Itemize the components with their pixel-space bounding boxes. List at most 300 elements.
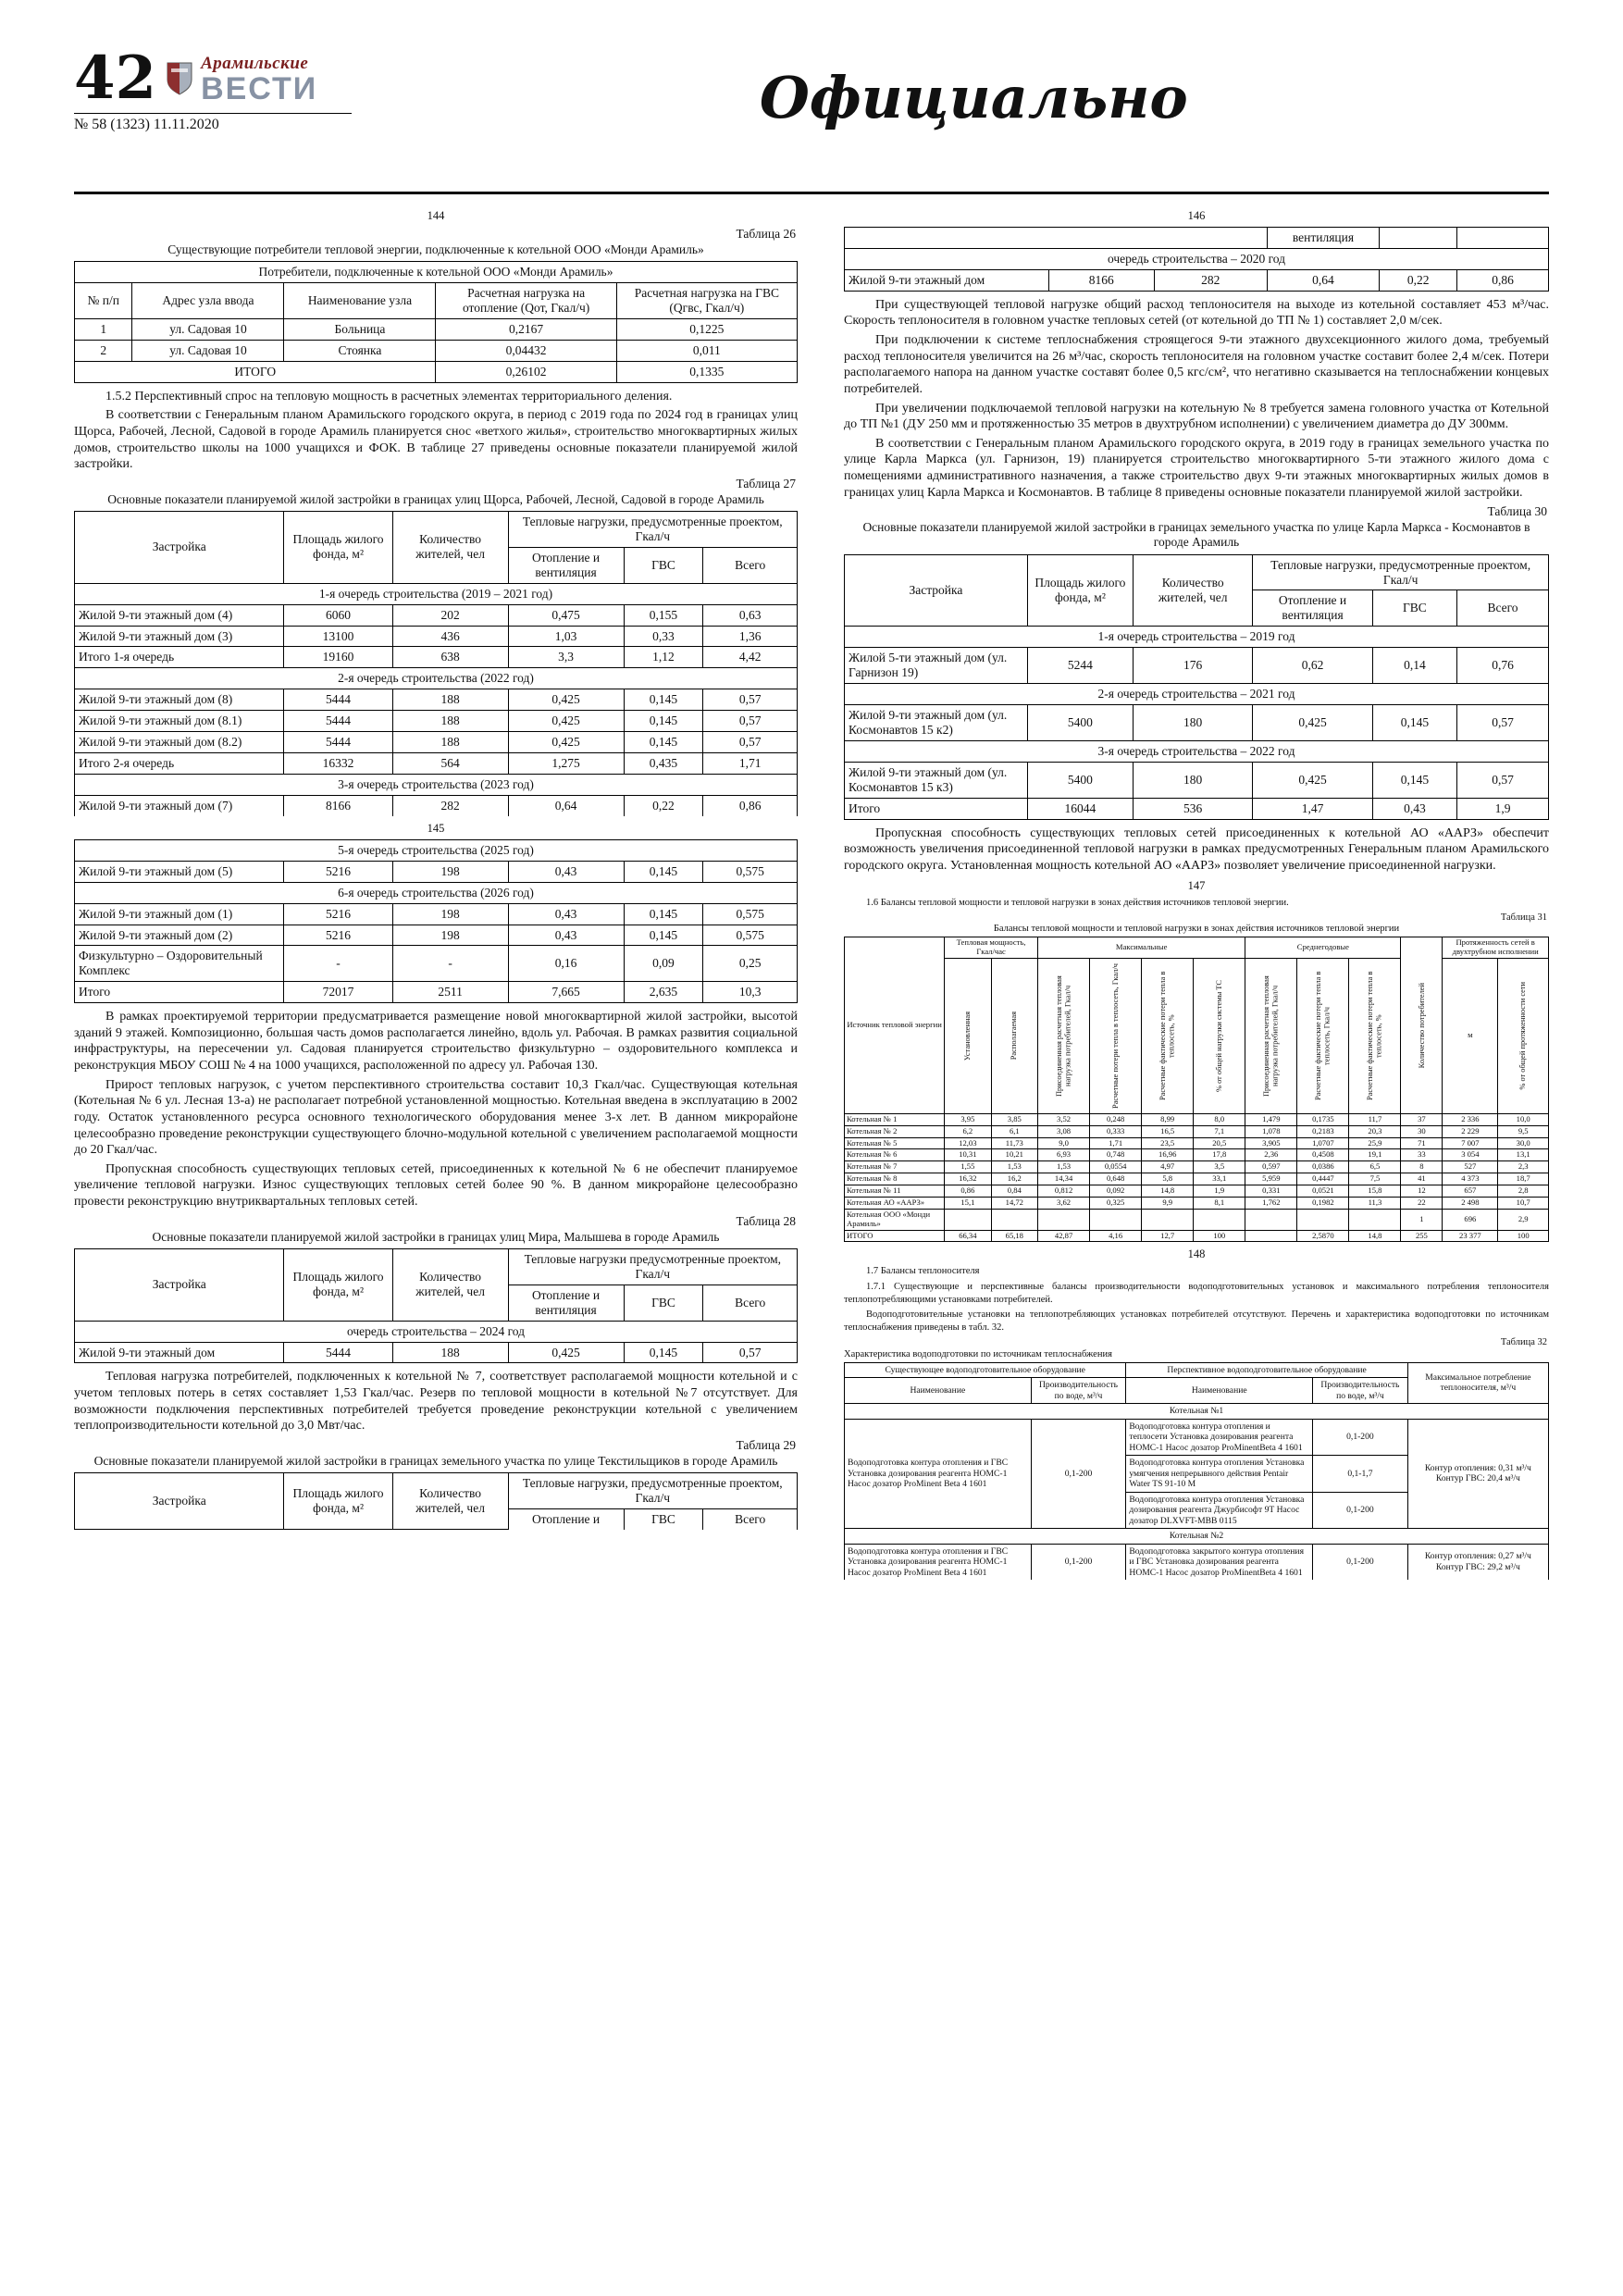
table-cell: 1-я очередь строительства (2019 – 2021 год) xyxy=(75,583,798,604)
table-row xyxy=(75,861,798,882)
table-cell: 1,9 xyxy=(1457,798,1549,819)
page-number-144: 144 xyxy=(427,209,445,222)
table-cell: 0,575 xyxy=(703,861,798,882)
table-cell: 180 xyxy=(1134,762,1253,798)
table-cell: 33 xyxy=(1401,1149,1443,1161)
table-cell xyxy=(945,1209,991,1230)
table-cell: 0,145 xyxy=(624,903,703,925)
vertical-header-text: Расчетные фактические потери тепла в теплосеть, % xyxy=(1158,971,1176,1101)
table-row xyxy=(845,627,1549,648)
crest-icon xyxy=(166,61,193,96)
table-cell: 8,0 xyxy=(1194,1113,1245,1125)
table-cell: 564 xyxy=(392,753,508,775)
table-cell: Протяженность сетей в двухтрубном исполнении xyxy=(1443,937,1549,959)
table-row xyxy=(75,1342,798,1363)
table-cell: 2,9 xyxy=(1498,1209,1549,1230)
table-cell: 12 xyxy=(1401,1185,1443,1198)
table-cell xyxy=(1245,1230,1297,1242)
table-cell: 0,57 xyxy=(1457,705,1549,741)
table-cell: 0,597 xyxy=(1245,1161,1297,1173)
table-28-caption: Основные показатели планируемой жилой застройки в границах улиц Мира, Малышева в городе Арамиль xyxy=(152,1229,720,1244)
table-cell: - xyxy=(392,946,508,982)
table-cell: Отопление и вентиляция xyxy=(508,547,624,583)
table-cell: 0,145 xyxy=(624,689,703,711)
table-cell: 0,425 xyxy=(1253,762,1372,798)
paragraph-ramkah: В рамках проектируемой территории предусматривается размещение новой многоквартирной жилой застройки, высотой зданий 9 этажей. Композиционно, большая часть домов располагается линейно, вдоль ул. Рабочая. В рамках развития социальной инфраструктуры, на пересечении ул. Садовая планируется строительство физкультурно – оздоровительного комплекса и реконструкция МБОУ СОШ № 4 на 1000 учащихся, расположенной по адресу ул. Рабочая 130. xyxy=(74,1010,798,1074)
vertical-header-text: Количество потребителей xyxy=(1417,982,1426,1069)
table-cell: Перспективное водоподготовительное оборудование xyxy=(1126,1362,1407,1378)
table-cell: 0,1735 xyxy=(1297,1113,1349,1125)
table-row xyxy=(75,903,798,925)
table-cell: Жилой 9-ти этажный дом (3) xyxy=(75,626,284,647)
table-cell: 10,21 xyxy=(991,1149,1037,1161)
table-26-caption: Существующие потребители тепловой энергии, подключенные к котельной ООО «Монди Арамиль» xyxy=(167,242,704,256)
table-cell: 6,93 xyxy=(1038,1149,1090,1161)
table-cell: 22 xyxy=(1401,1197,1443,1209)
table-cell: 1,12 xyxy=(624,647,703,668)
table-cell: 0,33 xyxy=(624,626,703,647)
table-cell: 1,47 xyxy=(1253,798,1372,819)
table-cell: 0,64 xyxy=(1267,269,1380,291)
table-cell: 202 xyxy=(392,604,508,626)
table-cell xyxy=(1401,937,1443,1114)
table-cell: 3-я очередь строительства – 2022 год xyxy=(845,740,1549,762)
table-row xyxy=(845,248,1549,269)
table-cell: 12,7 xyxy=(1142,1230,1194,1242)
table-cell: 8,1 xyxy=(1194,1197,1245,1209)
table-cell: Наименование xyxy=(1126,1378,1313,1404)
table-cell: ИТОГО xyxy=(75,361,436,382)
table-cell: 0,092 xyxy=(1090,1185,1142,1198)
table-cell: Больница xyxy=(284,318,436,340)
table-31-label: Таблица 31 xyxy=(1500,912,1547,924)
heading-1-7: 1.7 Балансы теплоносителя xyxy=(866,1266,980,1277)
table-30-label: Таблица 30 xyxy=(1487,504,1547,519)
table-cell: 25,9 xyxy=(1349,1137,1401,1149)
table-cell: 0,1-200 xyxy=(1031,1419,1126,1529)
brand-name-top: Арамильские xyxy=(201,53,309,73)
table-row xyxy=(75,1473,798,1509)
table-cell: Жилой 9-ти этажный дом (1) xyxy=(75,903,284,925)
table-cell: Застройка xyxy=(75,512,284,584)
table-cell: 7,1 xyxy=(1194,1125,1245,1137)
table-cell: 1,36 xyxy=(703,626,798,647)
newspaper-logo xyxy=(166,54,317,107)
table-cell: Жилой 9-ти этажный дом (ул. Космонавтов 15 к3) xyxy=(845,762,1028,798)
table-cell: 0,1-1,7 xyxy=(1313,1456,1408,1493)
table-cell: очередь строительства – 2020 год xyxy=(845,248,1549,269)
table-row xyxy=(845,269,1549,291)
table-cell: Количество жителей, чел xyxy=(1134,554,1253,627)
table-29-label: Таблица 29 xyxy=(736,1437,796,1452)
table-row xyxy=(75,262,798,283)
table-cell: Всего xyxy=(1457,590,1549,627)
table-row xyxy=(845,1529,1549,1545)
table-cell: Источник тепловой энергии xyxy=(845,937,945,1114)
table-cell: Отопление и вентиляция xyxy=(1253,590,1372,627)
table-cell: 3,62 xyxy=(1038,1197,1090,1209)
table-cell: 1 xyxy=(75,318,132,340)
paragraph-podkluchenie: При подключении к системе теплоснабжения строящегося 9-ти этажного двухсекционного жилого дома, требуемый расход теплоносителя увеличится на 26 м³/час, скорость теплоносителя на головном участке составит более 2,4 м/сек. Потери располагаемого напора на данном участке составят более 0,5 кгс/см², что негативно сказывается на теплоснабжении концевых потребителей. xyxy=(844,333,1549,396)
table-cell: Контур отопления: 0,31 м³/ч Контур ГВС: 20,4 м³/ч xyxy=(1407,1419,1548,1529)
table-cell: Площадь жилого фонда, м² xyxy=(284,512,392,584)
table-cell: 100 xyxy=(1498,1230,1549,1242)
table-cell: вентиляция xyxy=(1267,228,1380,249)
table-cell: 41 xyxy=(1401,1173,1443,1185)
table-cell: 14,8 xyxy=(1349,1230,1401,1242)
table-cell: Застройка xyxy=(845,554,1028,627)
table-cell: 0,331 xyxy=(1245,1185,1297,1198)
table-cell: 0,57 xyxy=(703,732,798,753)
table-cell: Котельная №1 xyxy=(845,1404,1549,1420)
table-cell: 14,72 xyxy=(991,1197,1037,1209)
table-cell: 0,812 xyxy=(1038,1185,1090,1198)
table-cell: 0,57 xyxy=(703,689,798,711)
table-cell: Отопление и xyxy=(508,1508,624,1529)
table-cell: 9,5 xyxy=(1498,1125,1549,1137)
table-cell: 0,1-200 xyxy=(1313,1544,1408,1580)
table-cell: 2 xyxy=(75,340,132,361)
vertical-header-text: % от общей протяженности сети xyxy=(1518,982,1528,1090)
table-cell: 9,9 xyxy=(1142,1197,1194,1209)
table-cell xyxy=(1349,958,1401,1113)
table-cell: 66,34 xyxy=(945,1230,991,1242)
table-cell: 1,71 xyxy=(1090,1137,1142,1149)
paragraph-teplovaya: Тепловая нагрузка потребителей, подключенных к котельной № 7, соответствует располагаемой мощности котельной и с учетом тепловых потерь в сетях составляет 1,53 Гкал/час. Резерв по тепловой мощности в котельной №7 отсутствует. Для возможности подключения перспективных потребителей требуется проведение реконструкции котельной с увеличением теплопроизводительности котельной до 3,0 Мвт/час. xyxy=(74,1370,798,1433)
table-cell: Жилой 9-ти этажный дом (7) xyxy=(75,795,284,815)
table-cell: 0,1-200 xyxy=(1031,1544,1126,1580)
table-cell: 188 xyxy=(392,711,508,732)
table-cell: 0,145 xyxy=(1372,762,1456,798)
table-row xyxy=(845,1404,1549,1420)
table-cell: 16044 xyxy=(1027,798,1133,819)
table-cell: Итого 2-я очередь xyxy=(75,753,284,775)
table-cell: 3,95 xyxy=(945,1113,991,1125)
table-cell: 0,0521 xyxy=(1297,1185,1349,1198)
table-row xyxy=(75,925,798,946)
table-cell: Итого xyxy=(845,798,1028,819)
table-cell: 14,34 xyxy=(1038,1173,1090,1185)
table-cell: Тепловые нагрузки, предусмотренные проектом, Гкал/ч xyxy=(508,1473,797,1509)
table-26-label: Таблица 26 xyxy=(736,227,796,241)
table-cell: 0,09 xyxy=(624,946,703,982)
table-cell: 0,86 xyxy=(1457,269,1549,291)
table-cell: 1,71 xyxy=(703,753,798,775)
table-cell: Водоподготовка контура отопления Установка дозирования реагента Джурбисофт 9Т Насос дозатор DLXVFT-MBB 0115 xyxy=(1126,1492,1313,1529)
table-cell: 20,5 xyxy=(1194,1137,1245,1149)
table-26 xyxy=(74,261,798,383)
table-cell: 5400 xyxy=(1027,705,1133,741)
table-cell: Жилой 9-ти этажный дом (5) xyxy=(75,861,284,882)
table-cell: 0,1982 xyxy=(1297,1197,1349,1209)
table-cell: 15,1 xyxy=(945,1197,991,1209)
paragraph-genplan-2019: В соответствии с Генеральным планом Арамильского городского округа, в 2019 году в границах земельного участка по улице Карла Маркса (ул. Гарнизон, 19) планируется строительство многоквартирного 5-ти этажного жилого дома с помещениями административного назначения, а также строительство двух 9-ти этажных многоквартирных жилых домов в границах улиц Карла Маркса и Космонавтов. В таблице 8 приведены основные показатели планируемой жилой застройки. xyxy=(844,436,1549,500)
table-cell: 0,333 xyxy=(1090,1125,1142,1137)
table-row xyxy=(845,228,1549,249)
table-cell: 0,0386 xyxy=(1297,1161,1349,1173)
table-row xyxy=(75,1321,798,1342)
table-cell: Жилой 9-ти этажный дом xyxy=(845,269,1049,291)
table-row xyxy=(75,283,798,319)
section-title: Официально xyxy=(759,64,1188,131)
table-row xyxy=(75,647,798,668)
table-row xyxy=(845,1149,1549,1161)
table-cell: 5,8 xyxy=(1142,1173,1194,1185)
table-cell: 657 xyxy=(1443,1185,1498,1198)
table-cell: 8,99 xyxy=(1142,1113,1194,1125)
table-row xyxy=(75,689,798,711)
table-cell: 5444 xyxy=(284,732,392,753)
table-cell: Итого xyxy=(75,982,284,1003)
table-cell: 0,435 xyxy=(624,753,703,775)
table-cell: 0,1-200 xyxy=(1313,1492,1408,1529)
table-cell: 7,665 xyxy=(508,982,624,1003)
table-cell: ГВС xyxy=(624,1508,703,1529)
table-cell: 0,57 xyxy=(703,711,798,732)
vertical-header-text: Расчетные потери тепла в теплосеть, Гкал/ч xyxy=(1110,962,1120,1109)
table-cell: Тепловая мощность, Гкал/час xyxy=(945,937,1038,959)
table-cell: 5216 xyxy=(284,861,392,882)
table-cell: 72017 xyxy=(284,982,392,1003)
table-cell xyxy=(945,958,991,1113)
table-cell: Застройка xyxy=(75,1473,284,1530)
table-cell xyxy=(1142,1209,1194,1230)
table-cell: 11,73 xyxy=(991,1137,1037,1149)
table-cell: Жилой 5-ти этажный дом (ул. Гарнизон 19) xyxy=(845,648,1028,684)
table-cell: 17,8 xyxy=(1194,1149,1245,1161)
table-cell: 0,4508 xyxy=(1297,1149,1349,1161)
table-cell: Котельная № 11 xyxy=(845,1185,945,1198)
table-row xyxy=(75,1248,798,1285)
table-cell xyxy=(991,958,1037,1113)
table-cell: 282 xyxy=(1154,269,1267,291)
table-cell xyxy=(845,228,1268,249)
table-cell: 2 229 xyxy=(1443,1125,1498,1137)
table-cell: Наименование узла xyxy=(284,283,436,319)
table-cell xyxy=(1194,1209,1245,1230)
table-cell: 1,0707 xyxy=(1297,1137,1349,1149)
table-cell: 180 xyxy=(1134,705,1253,741)
table-cell: 6,1 xyxy=(991,1125,1037,1137)
table-cell xyxy=(1380,228,1457,249)
table-row xyxy=(75,340,798,361)
table-cell: 198 xyxy=(392,861,508,882)
vertical-header-text: Расчетные фактические потери тепла в теплосеть, Гкал/ч xyxy=(1314,971,1332,1101)
table-cell: 3,5 xyxy=(1194,1161,1245,1173)
table-cell: - xyxy=(284,946,392,982)
table-cell: 0,248 xyxy=(1090,1113,1142,1125)
table-cell: 1-я очередь строительства – 2019 год xyxy=(845,627,1549,648)
masthead-left xyxy=(74,43,379,133)
table-cell: Всего xyxy=(703,547,798,583)
table-cell: 0,748 xyxy=(1090,1149,1142,1161)
table-cell: 11,3 xyxy=(1349,1197,1401,1209)
table-cell: ул. Садовая 10 xyxy=(132,340,284,361)
table-cell: 8 xyxy=(1401,1161,1443,1173)
table-cell xyxy=(1245,1209,1297,1230)
table-cell: 2-я очередь строительства (2022 год) xyxy=(75,668,798,689)
table-cell: 0,145 xyxy=(624,1342,703,1363)
table-cell xyxy=(991,1209,1037,1230)
paragraph-prirost: Прирост тепловых нагрузок, с учетом перспективного строительства составит 10,3 Гкал/час. Существующая котельная (Котельная № 6 ул. Лесная 13-а) не располагает потребной установленной мощностью. Котельная введена в эксплуатацию в 2002 году. Остаток установленного ресурса основного технологического оборудования менее 3-х лет. В данном микрорайоне целесообразно проведение реконструкции существующего блочно-модульной котельной с увеличением располагаемой мощности до 20 Гкал/час. xyxy=(74,1077,798,1158)
paragraph-1-5-2: 1.5.2 Перспективный спрос на тепловую мощность в расчетных элементах территориального деления. xyxy=(105,389,673,403)
table-cell: 638 xyxy=(392,647,508,668)
table-cell: 1,762 xyxy=(1245,1197,1297,1209)
page-number-148: 148 xyxy=(1187,1247,1206,1261)
vertical-header-text: Присоединенная расчетная тепловая нагрузка потребителей, Гкал/ч xyxy=(1054,974,1072,1097)
table-cell: 0,145 xyxy=(624,732,703,753)
table-cell: 16,96 xyxy=(1142,1149,1194,1161)
table-cell: 3-я очередь строительства (2023 год) xyxy=(75,775,798,796)
table-row xyxy=(75,839,798,861)
table-row xyxy=(75,732,798,753)
table-cell: 0,425 xyxy=(1253,705,1372,741)
table-cell: Итого 1-я очередь xyxy=(75,647,284,668)
table-cell: Жилой 9-ти этажный дом (ул. Космонавтов 15 к2) xyxy=(845,705,1028,741)
table-32 xyxy=(844,1362,1549,1581)
table-cell xyxy=(1245,958,1297,1113)
table-cell: 7 007 xyxy=(1443,1137,1498,1149)
table-cell: Адрес узла ввода xyxy=(132,283,284,319)
table-cell: 436 xyxy=(392,626,508,647)
table-cell: ГВС xyxy=(624,1285,703,1321)
table-cell: Водоподготовка контура отопления и ГВС Установка дозирования реагента НОМС-1 Насос дозатор ProMinent Beta 4 1601 xyxy=(845,1544,1032,1580)
table-cell: 2 336 xyxy=(1443,1113,1498,1125)
table-cell: 8166 xyxy=(1048,269,1154,291)
table-cell: Котельная № 6 xyxy=(845,1149,945,1161)
table-31-caption: Балансы тепловой мощности и тепловой нагрузки в зонах действия источников тепловой энергии xyxy=(993,924,1400,935)
table-cell: 0,62 xyxy=(1253,648,1372,684)
table-28-label: Таблица 28 xyxy=(736,1213,796,1228)
table-27-part1 xyxy=(74,511,798,816)
table-cell: 0,16 xyxy=(508,946,624,982)
table-cell: Водоподготовка контура отопления и теплосети Установка дозирования реагента НОМС-1 Насос дозатор ProMinentBeta 4 1601 xyxy=(1126,1419,1313,1456)
table-cell: 5-я очередь строительства (2025 год) xyxy=(75,839,798,861)
table-row xyxy=(845,554,1549,590)
table-cell: Производительность по воде, м³/ч xyxy=(1031,1378,1126,1404)
table-cell: 7,5 xyxy=(1349,1173,1401,1185)
paragraph-aarz: Пропускная способность существующих тепловых сетей присоединенных к котельной АО «ААРЗ» обеспечит возможность увеличения присоединенной тепловой нагрузки в рамках предусмотренных Генеральным планом Арамильского городского округа. Установленная мощность котельной АО «ААРЗ» позволяет увеличение присоединенной нагрузки. xyxy=(844,825,1549,873)
table-cell: 14,8 xyxy=(1142,1185,1194,1198)
table-cell: ГВС xyxy=(1372,590,1456,627)
table-cell: 0,145 xyxy=(624,925,703,946)
table-cell: м xyxy=(1443,958,1498,1113)
table-cell: 1,53 xyxy=(1038,1161,1090,1173)
table-cell: Всего xyxy=(703,1508,798,1529)
table-cell: 1,078 xyxy=(1245,1125,1297,1137)
table-cell: ул. Садовая 10 xyxy=(132,318,284,340)
table-row xyxy=(845,1137,1549,1149)
table-row xyxy=(75,361,798,382)
table-cell: Тепловые нагрузки предусмотренные проектом, Гкал/ч xyxy=(508,1248,797,1285)
table-cell: 1,479 xyxy=(1245,1113,1297,1125)
table-cell: 5216 xyxy=(284,903,392,925)
table-cell: 0,84 xyxy=(991,1185,1037,1198)
table-cell: 0,155 xyxy=(624,604,703,626)
table-row xyxy=(75,946,798,982)
table-cell: Котельная №2 xyxy=(845,1529,1549,1545)
table-cell: 3 054 xyxy=(1443,1149,1498,1161)
table-29 xyxy=(74,1472,798,1530)
table-row xyxy=(845,762,1549,798)
table-row xyxy=(845,1419,1549,1456)
table-cell: 0,011 xyxy=(616,340,797,361)
table-29-caption: Основные показатели планируемой жилой застройки в границах земельного участка по улице Текстильщиков в городе Арамиль xyxy=(93,1453,778,1468)
table-cell: 5444 xyxy=(284,689,392,711)
table-27-label: Таблица 27 xyxy=(736,476,796,490)
table-row xyxy=(75,626,798,647)
table-cell xyxy=(1297,958,1349,1113)
table-cell: Котельная № 8 xyxy=(845,1173,945,1185)
table-cell: 6-я очередь строительства (2026 год) xyxy=(75,882,798,903)
table-cell: Котельная № 1 xyxy=(845,1113,945,1125)
table-cell: 20,3 xyxy=(1349,1125,1401,1137)
table-cell: 10,0 xyxy=(1498,1113,1549,1125)
table-cell xyxy=(1090,1209,1142,1230)
table-row xyxy=(75,668,798,689)
table-cell: 6,2 xyxy=(945,1125,991,1137)
table-row xyxy=(845,1544,1549,1580)
table-cell: 1,9 xyxy=(1194,1185,1245,1198)
table-cell: 0,43 xyxy=(508,903,624,925)
table-row xyxy=(845,1125,1549,1137)
table-cell: 0,575 xyxy=(703,925,798,946)
table-cell: 0,425 xyxy=(508,711,624,732)
table-cell: 19160 xyxy=(284,647,392,668)
table-cell: Максимальные xyxy=(1038,937,1245,959)
table-cell: Наименование xyxy=(845,1378,1032,1404)
table-cell: Количество жителей, чел xyxy=(392,1473,508,1530)
table-row xyxy=(75,795,798,815)
table-cell: 9,0 xyxy=(1038,1137,1090,1149)
table-cell: 0,43 xyxy=(508,861,624,882)
table-cell: 176 xyxy=(1134,648,1253,684)
table-cell: 198 xyxy=(392,903,508,925)
table-cell: Существующее водоподготовительное оборудование xyxy=(845,1362,1126,1378)
heading-1-6: 1.6 Балансы тепловой мощности и тепловой нагрузки в зонах действия источников тепловой энергии. xyxy=(866,898,1289,909)
table-cell: 1,53 xyxy=(991,1161,1037,1173)
table-cell: 0,425 xyxy=(508,732,624,753)
left-column xyxy=(74,204,798,1585)
table-cell: 0,64 xyxy=(508,795,624,815)
table-32-label: Таблица 32 xyxy=(1500,1336,1547,1347)
table-cell: 0,22 xyxy=(1380,269,1457,291)
table-cell: 3,3 xyxy=(508,647,624,668)
table-cell: 0,86 xyxy=(945,1185,991,1198)
table-row xyxy=(75,882,798,903)
vertical-header-text: Установленная xyxy=(963,1011,973,1061)
table-cell: 2,5870 xyxy=(1297,1230,1349,1242)
table-cell: 0,425 xyxy=(508,689,624,711)
table-cell xyxy=(1038,958,1090,1113)
table-cell: 696 xyxy=(1443,1209,1498,1230)
table-cell: 3,85 xyxy=(991,1113,1037,1125)
table-cell: 0,1225 xyxy=(616,318,797,340)
table-31 xyxy=(844,937,1549,1242)
issue-page-number: 42 xyxy=(74,43,157,113)
table-cell: 188 xyxy=(392,732,508,753)
table-row xyxy=(845,798,1549,819)
table-cell: 8166 xyxy=(284,795,392,815)
heading-1-7-1: 1.7.1 Существующие и перспективные балансы производительности водоподготовительных установок и максимального потребления теплоносителя теплопотребляющими установками потребителей. xyxy=(844,1282,1549,1305)
table-cell: 1,03 xyxy=(508,626,624,647)
paragraph-rashod: При существующей тепловой нагрузке общий расход теплоносителя на выходе из котельной составляет 453 м³/час. Скорость теплоносителя в головном участке тепловых сетей (от котельной до ТП № 1) составляет 2,0 м/сек. xyxy=(844,297,1549,329)
table-cell: 11,7 xyxy=(1349,1113,1401,1125)
table-30 xyxy=(844,554,1549,820)
right-column xyxy=(844,204,1549,1585)
table-cell: 4,97 xyxy=(1142,1161,1194,1173)
table-cell: 0,575 xyxy=(703,903,798,925)
